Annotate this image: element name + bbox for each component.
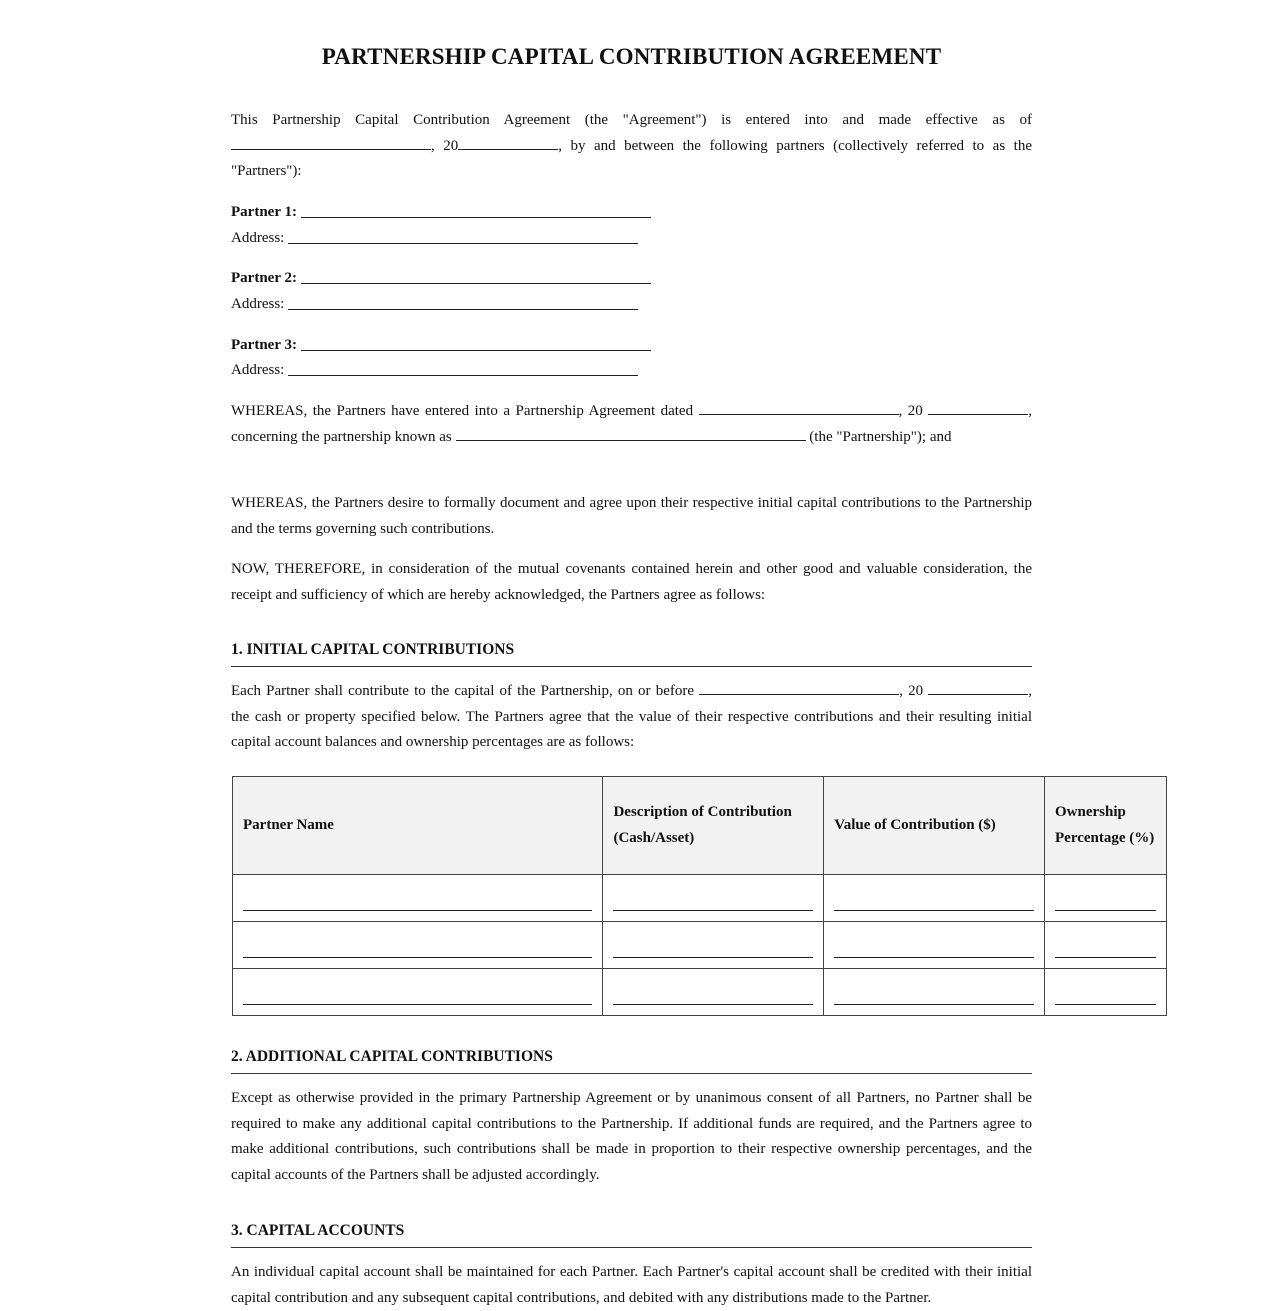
header-ownership: Ownership Percentage (%) — [1045, 777, 1167, 875]
cell-ownership[interactable] — [1045, 922, 1167, 969]
intro-paragraph — [231, 108, 1032, 185]
partner-1-label: Partner 1: — [231, 204, 297, 220]
whereas-2-paragraph: WHEREAS, the Partners desire to formally document and agree upon their respective initial capital contributions to the Partnership and the terms governing such contributions. — [231, 495, 1032, 537]
cell-partner-name[interactable] — [233, 969, 603, 1016]
whereas-1-paragraph — [231, 399, 1032, 450]
section-1-heading: 1. INITIAL CAPITAL CONTRIBUTIONS — [231, 641, 1032, 667]
intro-text-1: This Partnership Capital Contribution Agreement (the "Agreement") is entered into and made effective as of — [231, 112, 1032, 128]
partner-2-label: Partner 2: — [231, 270, 297, 286]
table-row — [233, 875, 1167, 922]
partner-1-address-row — [231, 226, 638, 251]
table-row — [233, 922, 1167, 969]
header-value: Value of Contribution ($) — [824, 777, 1045, 875]
cell-ownership[interactable] — [1045, 969, 1167, 1016]
whereas-1-text-2: , 20 — [898, 403, 923, 419]
partnership-name-blank[interactable] — [456, 426, 806, 441]
partner-2-name-row — [231, 266, 651, 291]
partner-3-name-row — [231, 333, 651, 358]
whereas-1-text-4: (the "Partnership"); and — [809, 428, 952, 445]
section-1-text-3: , the cash or property specified below. The Partners agree that the value of their respective contributions and their resulting initial capital account balances and ownership percentages are as follows: — [231, 683, 1033, 750]
partner-3-name-field[interactable] — [301, 336, 651, 351]
partner-2-name-field[interactable] — [301, 269, 651, 284]
partner-1-name-row — [231, 200, 651, 225]
header-description: Description of Contribution (Cash/Asset) — [603, 777, 824, 875]
cell-value[interactable] — [824, 922, 1045, 969]
header-partner-name: Partner Name — [233, 777, 603, 875]
cell-ownership[interactable] — [1045, 875, 1167, 922]
cell-partner-name[interactable] — [233, 875, 603, 922]
contribution-table — [232, 776, 1167, 1016]
contribution-date-blank[interactable] — [699, 680, 899, 695]
partner-3-address-label: Address: — [231, 362, 285, 378]
table-row — [233, 969, 1167, 1016]
partner-2-address-row — [231, 292, 638, 317]
partner-2-address-field[interactable] — [288, 295, 638, 310]
section-1-paragraph — [231, 679, 1032, 756]
section-2-paragraph: Except as otherwise provided in the primary Partnership Agreement or by unanimous consent of all Partners, no Partner shall be required to make any additional capital contributions to the Partnership. If additional funds are required, and the Partners agree to make additional contributions, such contributions shall be made in proportion to their respective ownership percentages, and the capital accounts of the Partners shall be adjusted accordingly. — [231, 1090, 1032, 1183]
agreement-year-blank[interactable] — [928, 400, 1028, 415]
section-3-heading: 3. CAPITAL ACCOUNTS — [231, 1222, 1032, 1248]
whereas-1-text-1: WHEREAS, the Partners have entered into a Partnership Agreement dated — [231, 403, 694, 419]
table-header-row — [233, 777, 1167, 875]
intro-text-2: , 20 — [431, 137, 459, 154]
effective-year-blank[interactable] — [458, 135, 558, 150]
cell-description[interactable] — [603, 969, 824, 1016]
cell-partner-name[interactable] — [233, 922, 603, 969]
cell-value[interactable] — [824, 969, 1045, 1016]
cell-description[interactable] — [603, 922, 824, 969]
partner-1-address-label: Address: — [231, 230, 285, 246]
partner-3-label: Partner 3: — [231, 337, 297, 353]
document-title: PARTNERSHIP CAPITAL CONTRIBUTION AGREEMENT — [321, 44, 942, 69]
partner-2-address-label: Address: — [231, 296, 285, 312]
whereas-1-text-3: , concerning the partnership known as — [231, 403, 1033, 445]
section-2-heading: 2. ADDITIONAL CAPITAL CONTRIBUTIONS — [231, 1048, 1032, 1074]
section-1-text-1: Each Partner shall contribute to the capital of the Partnership, on or before — [231, 683, 695, 699]
cell-value[interactable] — [824, 875, 1045, 922]
partner-3-address-field[interactable] — [288, 361, 638, 376]
partner-1-address-field[interactable] — [288, 229, 638, 244]
now-therefore-paragraph: NOW, THEREFORE, in consideration of the mutual covenants contained herein and other good and valuable consideration, the receipt and sufficiency of which are hereby acknowledged, the Partners agree as follows: — [231, 561, 1032, 603]
partner-3-address-row — [231, 358, 638, 383]
agreement-date-blank[interactable] — [699, 400, 899, 415]
effective-date-blank[interactable] — [231, 135, 431, 150]
cell-description[interactable] — [603, 875, 824, 922]
intro-text-3: , by and between the following partners (collectively referred to as the "Partners"): — [231, 137, 1032, 179]
section-1-text-2: , 20 — [899, 683, 924, 699]
section-3-paragraph: An individual capital account shall be maintained for each Partner. Each Partner's capital account shall be credited with their initial capital contribution and any subsequent capital contributions, and debited with any distributions made to the Partner. — [231, 1264, 1032, 1306]
contribution-year-blank[interactable] — [928, 680, 1028, 695]
partner-1-name-field[interactable] — [301, 203, 651, 218]
